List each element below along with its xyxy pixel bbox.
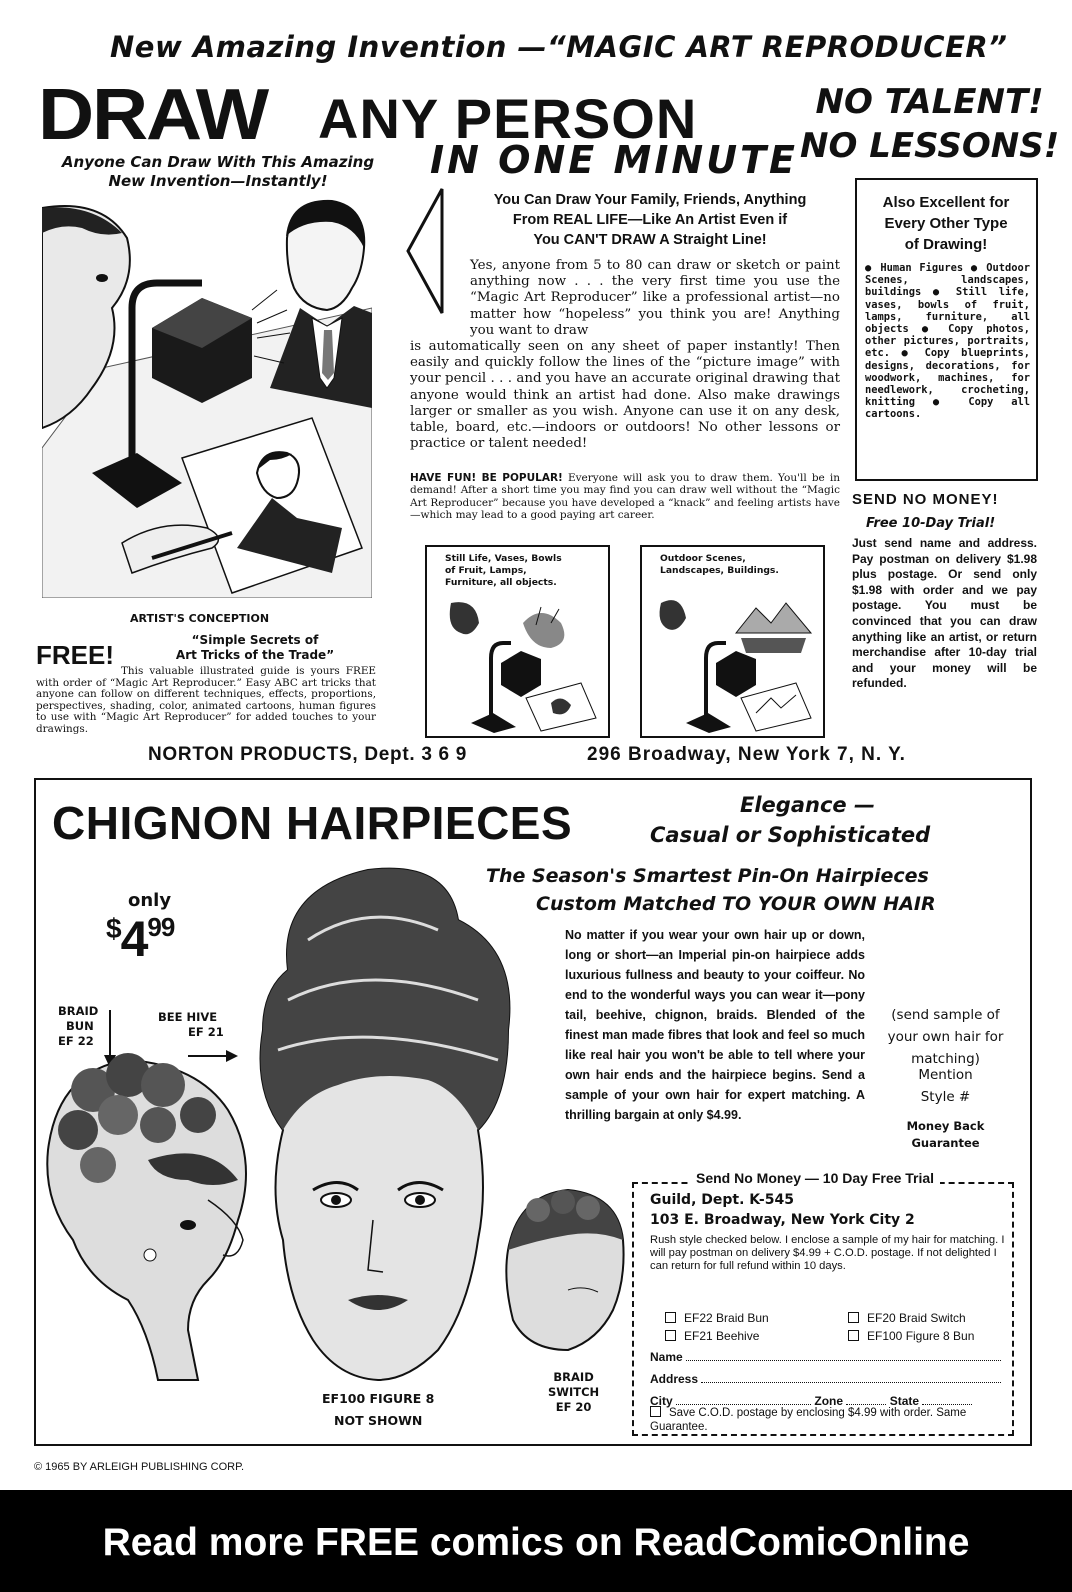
money-back-line-1: Money Back <box>906 1119 985 1133</box>
ef100-checkbox[interactable] <box>848 1330 859 1341</box>
braid-bun-profile <box>47 1053 246 1380</box>
state-line[interactable] <box>922 1404 972 1405</box>
braid-switch-line-1: BRAID <box>553 1370 594 1384</box>
figure-8-line-2: NOT SHOWN <box>334 1413 423 1428</box>
still-life-panel <box>425 545 610 738</box>
promo-banner-text[interactable]: Read more FREE comics on ReadComicOnline <box>102 1521 970 1564</box>
outdoor-scenes-caption: Outdoor Scenes, Landscapes, Buildings. <box>660 553 779 576</box>
address-line[interactable] <box>701 1382 1001 1383</box>
braid-switch-line-2: SWITCH <box>548 1385 600 1399</box>
option-ef20[interactable] <box>848 1311 966 1325</box>
mention-line-2: Style # <box>920 1089 971 1105</box>
coupon-address: 103 E. Broadway, New York City 2 <box>650 1212 915 1228</box>
also-title-line-2: Every Other Type <box>884 215 1008 232</box>
coupon-company: Guild, Dept. K-545 <box>650 1192 794 1208</box>
option-ef22[interactable] <box>665 1311 769 1325</box>
anyone-can-line-1: Anyone Can Draw With This Amazing <box>61 153 375 171</box>
anyone-can-caption <box>38 153 398 191</box>
beehive-face <box>261 869 510 1380</box>
have-fun-paragraph <box>410 472 840 521</box>
braid-bun-label <box>58 1004 98 1049</box>
zone-line[interactable] <box>846 1404 886 1405</box>
coupon-instructions: Rush style checked below. I enclose a sample of my hair for matching. I will pay postman on delivery $4.99 + C.O.D. postage. If not delighted I can return for full refund within 10 days. <box>650 1234 1005 1272</box>
still-life-caption: Still Life, Vases, Bowls of Fruit, Lamps, Furniture, all objects. <box>445 553 562 588</box>
mention-style-note <box>878 1064 1013 1108</box>
ef20-label: EF20 Braid Switch <box>867 1311 966 1325</box>
ef22-label: EF22 Braid Bun <box>684 1311 769 1325</box>
drawing-types-list: ● Human Figures ● Outdoor Scenes, landscapes, buildings ● Still life, vases, bowls of fruit, lamps, furniture, all objects ● Copy photos, other pictures, portraits, etc. ● Copy blueprints, designs, decorations, for woodwork, machines, for needlework, crocheting, knitting ● Copy all cartoons. <box>865 262 1030 421</box>
copyright-notice: © 1965 BY ARLEIGH PUBLISHING CORP. <box>34 1461 245 1473</box>
elegance-tagline <box>650 790 950 850</box>
price-dollar: $ <box>106 913 121 944</box>
option-ef21[interactable] <box>665 1329 759 1343</box>
magic-art-reproducer-illustration <box>42 198 372 598</box>
elegance-line-2: Casual or Sophisticated <box>650 823 931 847</box>
season-line-2: Custom Matched TO YOUR OWN HAIR <box>536 893 936 915</box>
braid-bun-line-3: EF 22 <box>58 1034 94 1048</box>
ad-body-indented: Yes, anyone from 5 to 80 can draw or sketch or paint anything now . . . the very first time you use the “Magic Art Reproducer” like a professional artist—no matter how “hopeless” you think you are! Anything you want to draw <box>470 258 840 338</box>
ef21-label: EF21 Beehive <box>684 1329 760 1343</box>
bee-hive-line-2: EF 21 <box>188 1025 224 1039</box>
money-back-line-2: Guarantee <box>911 1136 980 1150</box>
also-excellent-title <box>860 192 1032 255</box>
name-line[interactable] <box>686 1360 1001 1361</box>
ad-headline: New Amazing Invention —“MAGIC ART REPRODUCER” <box>110 30 1008 64</box>
address-field[interactable] <box>650 1372 1001 1386</box>
outdoor-scenes-illustration <box>646 593 821 733</box>
figure-8-line-1: EF100 FIGURE 8 <box>322 1391 435 1406</box>
guide-title-line-2: Art Tricks of the Trade” <box>175 648 335 662</box>
name-field[interactable] <box>650 1350 1001 1364</box>
any-person-heading: ANY PERSON <box>318 87 698 150</box>
one-minute-heading: IN ONE MINUTE <box>430 138 798 182</box>
company-address: 296 Broadway, New York 7, N. Y. <box>587 744 906 765</box>
guide-title-line-1: “Simple Secrets of <box>191 633 319 647</box>
zone-label: Zone <box>814 1394 844 1408</box>
save-cod-option[interactable] <box>650 1406 1010 1434</box>
hairpiece-description: No matter if you wear your own hair up or down, long or short—an Imperial pin-on hairpiece adds luxurious fullness and beauty to your coiffeur. No end to the wonderful ways you can wear it—pony tail, beehive, chignon, braids. Blended of the finest man made fibres that look and feel so much like real hair you won't be able to tell where your own hair ends and the hairpiece begins. Send a sample of your own hair for expert matching. A thrilling bargain at only $4.99. <box>565 928 865 1122</box>
option-ef100[interactable] <box>848 1329 974 1343</box>
coupon-heading: Send No Money — 10 Day Free Trial <box>690 1170 940 1186</box>
ad-body-rest: is automatically seen on any sheet of paper instantly! Then easily and quickly follow the lines of the “picture image” with your pencil . . . and you have an accurate original drawing that anyone would think an artist had done. Also make drawings larger or smaller as you wish. Anyone can use it on any desk, table, board, etc.—indoors or outdoors! No other lessons or practice or talent needed! <box>410 339 840 452</box>
order-instructions: Just send name and address. Pay postman on delivery $1.98 plus postage. Or send only $1.98 with order and we pay postage. You must be convinced that you can draw anything like an artist, or return merchandise after 10-day trial and your money will be refunded. <box>852 536 1037 691</box>
anyone-can-line-2: New Invention—Instantly! <box>108 172 328 190</box>
also-title-line-1: Also Excellent for <box>882 194 1010 211</box>
artists-conception-label: ARTIST'S CONCEPTION <box>130 612 270 625</box>
state-label: State <box>889 1394 920 1408</box>
braid-switch-line-3: EF 20 <box>555 1400 592 1414</box>
real-life-line-2: From REAL LIFE—Like An Artist Even if <box>512 212 788 228</box>
real-life-subheading <box>455 190 845 250</box>
no-talent-callout <box>800 80 1059 168</box>
guide-description: This valuable illustrated guide is yours FREE with order of “Magic Art Reproducer.” Easy ABC art tricks that anyone can follow on different techniques, effects, proportions, perspectives, shading, color, animated cartoons, human figures to use with “Magic Art Reproducer” for added touches to your drawings. <box>36 665 376 735</box>
have-fun-lead: HAVE FUN! BE POPULAR! <box>410 472 563 484</box>
season-line-1: The Season's Smartest Pin-On Hairpieces <box>486 865 929 887</box>
free-badge: FREE! <box>36 640 114 670</box>
price-main: 4 <box>120 911 148 967</box>
save-cod-checkbox[interactable] <box>650 1406 661 1417</box>
city-line[interactable] <box>676 1404 811 1405</box>
braid-bun-line-2: BUN <box>66 1019 94 1033</box>
send-no-money-heading: SEND NO MONEY! <box>852 491 999 508</box>
hairstyle-illustrations <box>38 860 628 1440</box>
city-label: City <box>650 1394 673 1408</box>
real-life-line-1: You Can Draw Your Family, Friends, Anything <box>493 192 807 208</box>
braid-switch-label <box>548 1370 599 1415</box>
mention-line-1: Mention <box>918 1067 973 1083</box>
ef21-checkbox[interactable] <box>665 1330 676 1341</box>
ef100-label: EF100 Figure 8 Bun <box>867 1329 975 1343</box>
draw-heading: DRAW <box>38 75 267 155</box>
outdoor-scenes-panel <box>640 545 825 738</box>
only-label: only <box>128 890 172 911</box>
money-back-guarantee <box>878 1118 1013 1152</box>
no-talent-line: NO TALENT! <box>815 82 1044 122</box>
bee-hive-label <box>158 1010 224 1040</box>
free-trial-subheading: Free 10-Day Trial! <box>866 516 996 531</box>
figure-8-label <box>322 1388 434 1432</box>
real-life-line-3: You CAN'T DRAW A Straight Line! <box>533 232 767 248</box>
braid-switch-profile <box>506 1190 623 1350</box>
price-cents: 99 <box>147 912 175 942</box>
ad-body-text <box>410 258 840 452</box>
ef20-checkbox[interactable] <box>848 1312 859 1323</box>
also-title-line-3: of Drawing! <box>904 236 988 253</box>
save-cod-label: Save C.O.D. postage by enclosing $4.99 with order. Same Guarantee. <box>650 1407 967 1433</box>
send-sample-note: (send sample of your own hair for matching) <box>887 1007 1004 1067</box>
guide-title <box>155 633 355 663</box>
no-lessons-line: NO LESSONS! <box>800 126 1060 166</box>
company-name: NORTON PRODUCTS, Dept. 3 6 9 <box>148 744 468 765</box>
bee-hive-line-1: BEE HIVE <box>158 1010 218 1024</box>
elegance-line-1: Elegance — <box>740 793 875 817</box>
ef22-checkbox[interactable] <box>665 1312 676 1323</box>
braid-bun-line-1: BRAID <box>58 1004 99 1018</box>
address-label: Address <box>650 1372 699 1386</box>
name-label: Name <box>650 1350 683 1364</box>
hairpiece-title: CHIGNON HAIRPIECES <box>52 797 573 849</box>
have-fun-text: Everyone will ask you to draw them. You'll be in demand! After a short time you may find you can draw well without the “Magic Art Reproducer” because you have developed a “knack” and feeling artists have—which may lead to a good paying art career. <box>410 472 841 521</box>
still-life-illustration <box>431 593 606 733</box>
